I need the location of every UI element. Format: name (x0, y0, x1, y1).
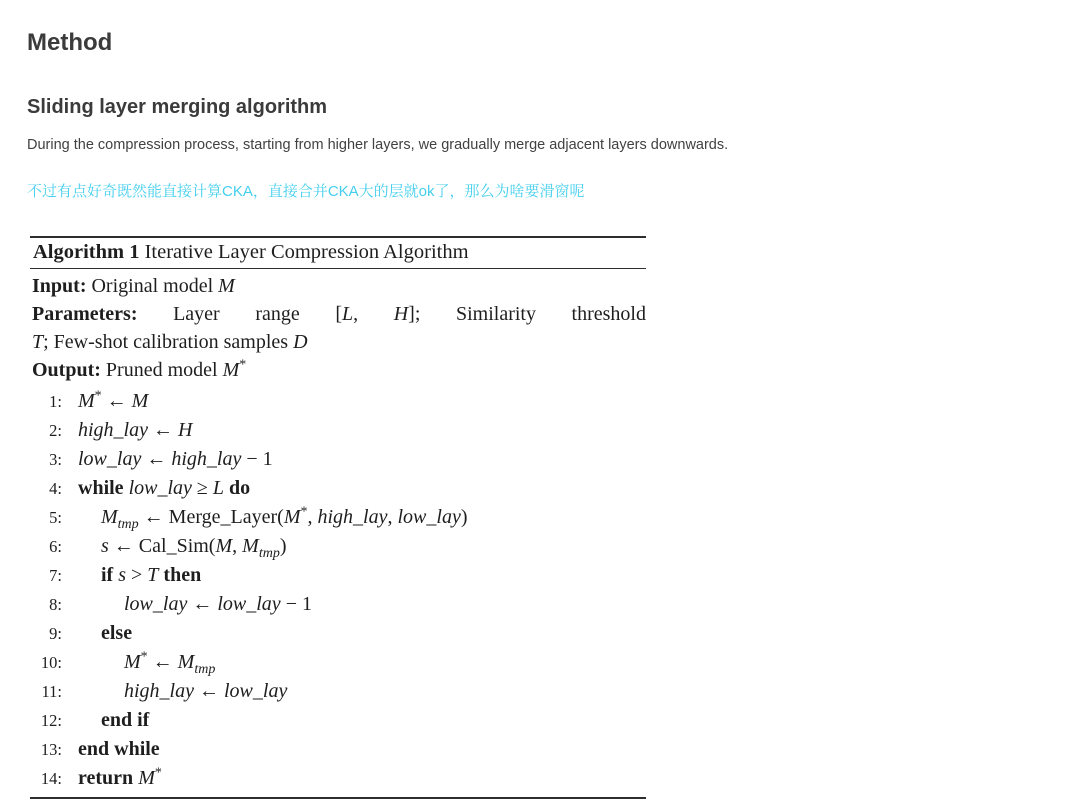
algorithm-text-segment: Input: (32, 275, 87, 297)
algorithm-header (30, 269, 646, 385)
algorithm-text-segment: M (78, 390, 95, 412)
algorithm-text-segment: ]; Similarity threshold (408, 303, 646, 325)
algorithm-line (32, 387, 646, 416)
algorithm-text-segment: ← (194, 680, 224, 702)
algorithm-text-segment: T (147, 564, 159, 586)
algorithm-text-segment: low_lay (397, 506, 461, 528)
line-content (78, 387, 148, 415)
algorithm-text-segment: s (101, 535, 109, 557)
algorithm-text-segment: tmp (117, 517, 139, 532)
algorithm-text-segment: ; Few-shot calibration samples (43, 331, 294, 353)
algorithm-figure (30, 236, 646, 799)
algorithm-text-segment: ← (141, 448, 172, 470)
algorithm-text-segment: low_lay (224, 680, 288, 702)
algorithm-text-segment: high_lay (78, 419, 148, 441)
page-title: Method (27, 29, 113, 56)
line-number: 3: (49, 450, 62, 469)
algorithm-line (32, 735, 646, 764)
algorithm-text-segment: M (131, 390, 149, 412)
algorithm-text-segment: Iterative Layer Compression Algorithm (139, 241, 469, 263)
line-content (78, 590, 312, 618)
algorithm-text-segment: end if (101, 709, 150, 731)
algorithm-text-segment: high_lay (171, 448, 242, 470)
algorithm-text-segment: Output: (32, 359, 101, 381)
algorithm-text-segment: * (239, 357, 247, 373)
line-number: 6: (49, 537, 62, 556)
algorithm-header-row (32, 328, 646, 356)
algorithm-text-segment: do (224, 477, 251, 499)
algorithm-text-segment: * (140, 649, 148, 665)
line-content (78, 677, 287, 705)
line-content (78, 445, 273, 473)
algorithm-text-segment: M (124, 651, 141, 673)
line-number: 4: (49, 479, 62, 498)
line-number: 1: (49, 392, 62, 411)
algorithm-line (32, 677, 646, 706)
line-number: 7: (49, 566, 62, 585)
algorithm-text-segment: M (222, 359, 240, 381)
algorithm-text-segment: low_lay (128, 477, 192, 499)
algorithm-text-segment: T (32, 331, 44, 353)
line-content (78, 532, 286, 560)
algorithm-line (32, 416, 646, 445)
algorithm-text-segment: ← Merge_Layer( (138, 506, 284, 528)
algorithm-line (32, 590, 646, 619)
algorithm-lines (30, 385, 646, 799)
algorithm-text-segment: end while (78, 738, 160, 760)
line-content (78, 474, 250, 502)
algorithm-text-segment: high_lay (124, 680, 194, 702)
algorithm-text-segment: Parameters: (32, 303, 138, 325)
algorithm-text-segment: ← (101, 390, 132, 412)
algorithm-text-segment: M (283, 506, 301, 528)
algorithm-text-segment: if (101, 564, 119, 586)
algorithm-line (32, 532, 646, 561)
algorithm-text-segment: , (307, 506, 318, 528)
algorithm-text-segment: , (232, 535, 243, 557)
algorithm-text-segment: L (341, 303, 354, 325)
algorithm-text-segment: , (387, 506, 398, 528)
line-number: 11: (41, 682, 62, 701)
line-number: 13: (40, 740, 62, 759)
algorithm-text-segment: return (78, 767, 139, 789)
algorithm-text-segment: M (218, 275, 235, 297)
line-number: 2: (49, 421, 62, 440)
line-content (78, 764, 162, 792)
line-number: 9: (49, 624, 62, 643)
algorithm-line (32, 764, 646, 793)
line-content (78, 648, 215, 676)
algorithm-line (32, 561, 646, 590)
algorithm-text-segment: > (126, 564, 148, 586)
algorithm-text-segment: ← (187, 593, 218, 615)
algorithm-text-segment: s (118, 564, 127, 586)
algorithm-line (32, 474, 646, 503)
algorithm-text-segment: * (94, 388, 102, 404)
line-number: 12: (40, 711, 62, 730)
algorithm-text-segment: ← (148, 419, 178, 441)
algorithm-line (32, 706, 646, 735)
line-number: 14: (40, 769, 62, 788)
line-content (78, 561, 201, 589)
algorithm-text-segment: M (242, 535, 259, 557)
line-content (78, 735, 160, 763)
algorithm-text-segment: * (154, 765, 162, 781)
algorithm-text-segment: M (138, 767, 155, 789)
algorithm-line (32, 648, 646, 677)
algorithm-text-segment: then (158, 564, 202, 586)
algorithm-caption (30, 236, 646, 269)
algorithm-text-segment: Original model (86, 275, 219, 297)
algorithm-header-row (32, 356, 646, 384)
algorithm-header-row (32, 300, 646, 328)
algorithm-text-segment: ) (279, 535, 287, 557)
algorithm-text-segment: M (101, 506, 118, 528)
line-content (78, 416, 192, 444)
algorithm-text-segment: Layer range [ (137, 303, 342, 325)
algorithm-text-segment: M (215, 535, 233, 557)
algorithm-line (32, 503, 646, 532)
algorithm-line (32, 445, 646, 474)
algorithm-text-segment: M (177, 651, 195, 673)
algorithm-text-segment: * (300, 504, 308, 520)
algorithm-text-segment: while (78, 477, 129, 499)
algorithm-text-segment: tmp (194, 662, 216, 677)
annotation-text: 不过有点好奇既然能直接计算CKA，直接合并CKA大的层就ok了，那么为啥要滑窗呢 (27, 183, 585, 200)
line-number: 10: (40, 653, 62, 672)
line-content (78, 503, 468, 531)
algorithm-text-segment: else (101, 622, 133, 644)
algorithm-text-segment: , (353, 303, 394, 325)
line-content (78, 619, 132, 647)
algorithm-text-segment: low_lay (124, 593, 188, 615)
algorithm-text-segment: Algorithm 1 (33, 241, 140, 263)
algorithm-text-segment: ) (460, 506, 468, 528)
line-number: 8: (49, 595, 62, 614)
algorithm-text-segment: H (393, 303, 409, 325)
algorithm-text-segment: − 1 (280, 593, 312, 615)
section-heading: Sliding layer merging algorithm (27, 96, 328, 118)
algorithm-line (32, 619, 646, 648)
algorithm-text-segment: tmp (258, 546, 280, 561)
algorithm-text-segment: Pruned model (100, 359, 223, 381)
line-number: 5: (49, 508, 62, 527)
algorithm-text-segment: high_lay (317, 506, 388, 528)
algorithm-text-segment: ← Cal_Sim( (108, 535, 216, 557)
line-content (78, 706, 149, 734)
algorithm-text-segment: low_lay (78, 448, 142, 470)
algorithm-text-segment: ← (147, 651, 178, 673)
algorithm-header-row (32, 272, 646, 300)
algorithm-text-segment: L (212, 477, 225, 499)
algorithm-text-segment: D (293, 331, 308, 353)
algorithm-text-segment: ≥ (191, 477, 213, 499)
algorithm-text-segment: low_lay (217, 593, 281, 615)
algorithm-text-segment: − 1 (241, 448, 273, 470)
algorithm-text-segment: H (178, 419, 193, 441)
body-paragraph: During the compression process, starting from higher layers, we gradually merge adjacent layers downwards. (27, 137, 729, 153)
